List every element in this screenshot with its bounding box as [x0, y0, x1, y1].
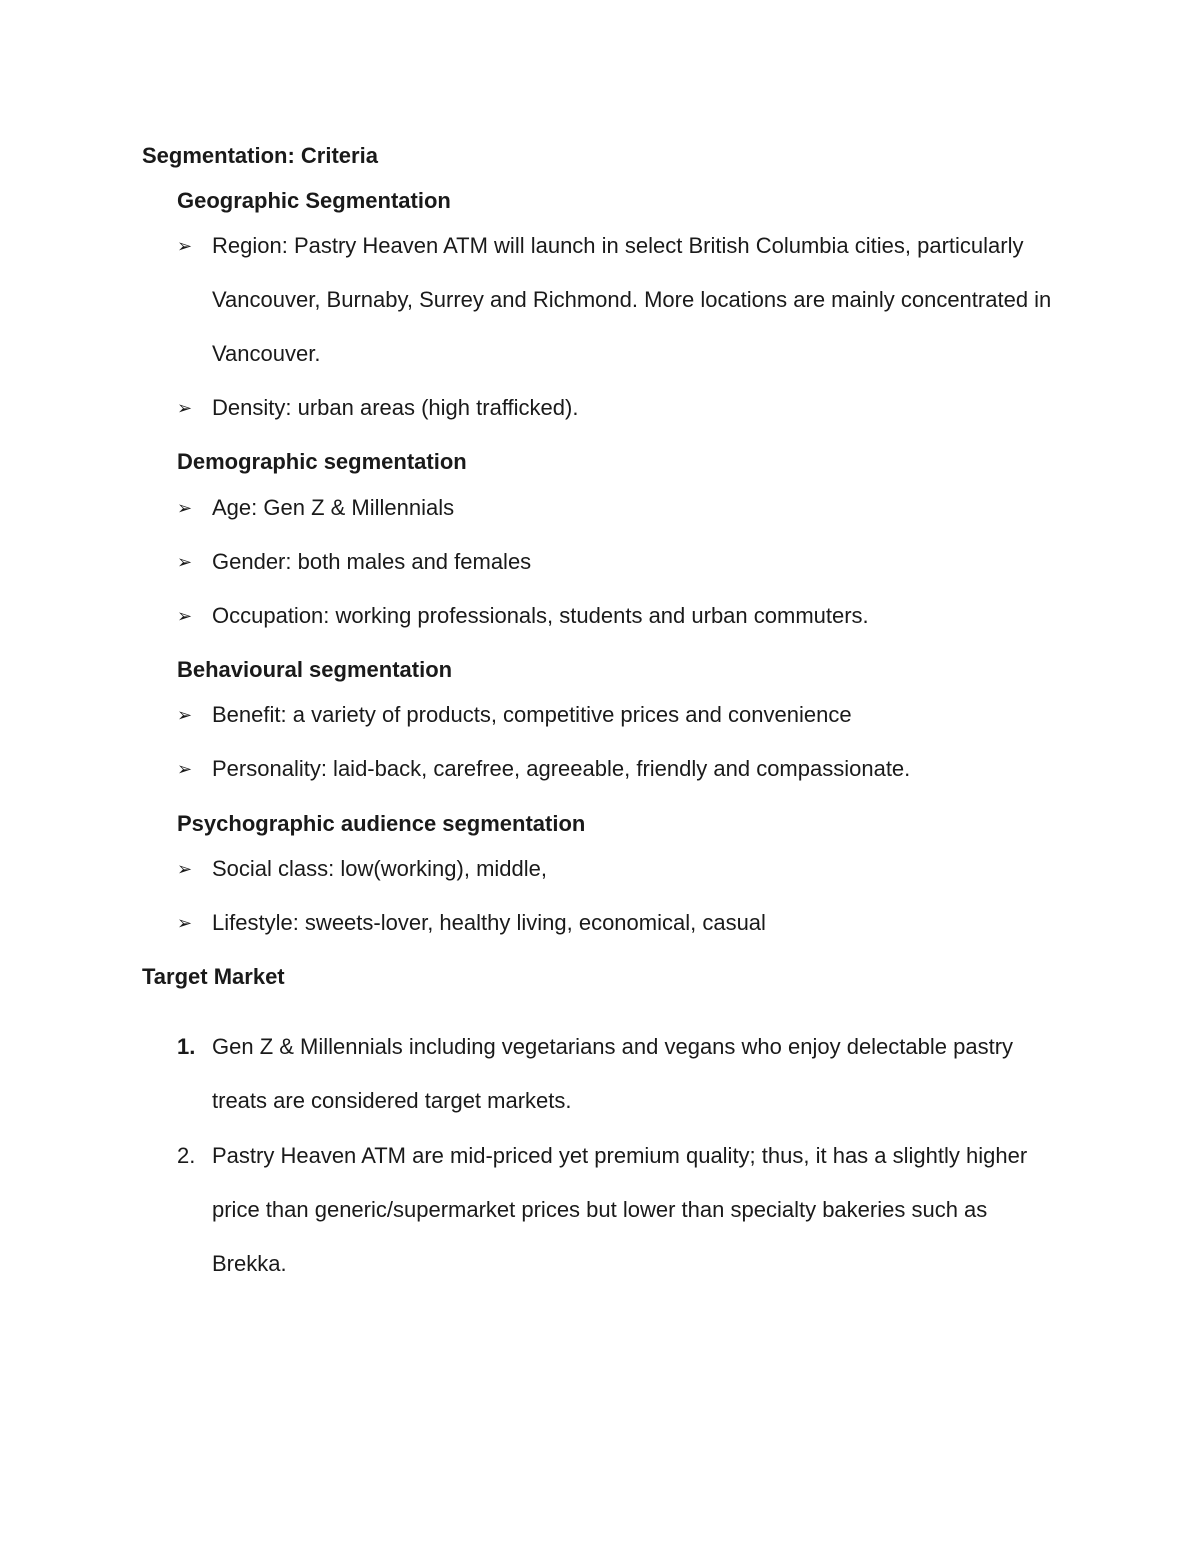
list-number: 2.: [177, 1143, 196, 1168]
arrow-bullet-icon: ➢: [177, 759, 193, 779]
page-title: Segmentation: Criteria: [142, 143, 378, 168]
behavioural-heading: Behavioural segmentation: [177, 657, 453, 682]
arrow-bullet-icon: ➢: [177, 913, 193, 933]
arrow-bullet-icon: ➢: [177, 859, 193, 879]
list-item: [177, 842, 1057, 896]
bullet-text: Density: urban areas (high trafficked).: [212, 395, 579, 420]
bullet-text: Occupation: working professionals, students and urban commuters.: [212, 603, 869, 628]
bullet-text: Lifestyle: sweets-lover, healthy living, economical, casual: [212, 910, 766, 935]
list-item: [177, 742, 1057, 796]
bullet-text: Age: Gen Z & Millennials: [212, 495, 455, 520]
numbered-item-text: Pastry Heaven ATM are mid-priced yet premium quality; thus, it has a slightly higher price than generic/supermarket prices but lower than specialty bakeries such as Brekka.: [212, 1143, 1028, 1276]
numbered-list-item: [177, 1020, 1057, 1128]
arrow-bullet-icon: ➢: [177, 236, 193, 256]
bullet-text: Gender: both males and females: [212, 549, 532, 574]
bullet-text: Social class: low(working), middle,: [212, 856, 547, 881]
arrow-bullet-icon: ➢: [177, 552, 193, 572]
psychographic-heading: Psychographic audience segmentation: [177, 811, 586, 836]
bullet-text: Personality: laid-back, carefree, agreeable, friendly and compassionate.: [212, 756, 911, 781]
list-item: [177, 381, 1057, 435]
numbered-list-item: [177, 1129, 1057, 1291]
list-item: [177, 688, 1057, 742]
numbered-item-text: Gen Z & Millennials including vegetarians and vegans who enjoy delectable pastry treats are considered target markets.: [212, 1034, 1014, 1113]
geographic-heading: Geographic Segmentation: [177, 188, 451, 213]
arrow-bullet-icon: ➢: [177, 705, 193, 725]
list-item: [177, 219, 1057, 381]
list-item: [177, 896, 1057, 950]
list-item: [177, 481, 1057, 535]
target-market-heading: Target Market: [142, 964, 285, 989]
list-item: [177, 589, 1057, 643]
arrow-bullet-icon: ➢: [177, 398, 193, 418]
demographic-heading: Demographic segmentation: [177, 449, 467, 474]
list-item: [177, 535, 1057, 589]
bullet-text: Region: Pastry Heaven ATM will launch in select British Columbia cities, particularly Vancouver, Burnaby, Surrey and Richmond. More locations are mainly concentrated in Vancouver.: [212, 233, 1052, 366]
bullet-text: Benefit: a variety of products, competitive prices and convenience: [212, 702, 852, 727]
arrow-bullet-icon: ➢: [177, 498, 193, 518]
list-number: 1.: [177, 1034, 196, 1059]
arrow-bullet-icon: ➢: [177, 606, 193, 626]
